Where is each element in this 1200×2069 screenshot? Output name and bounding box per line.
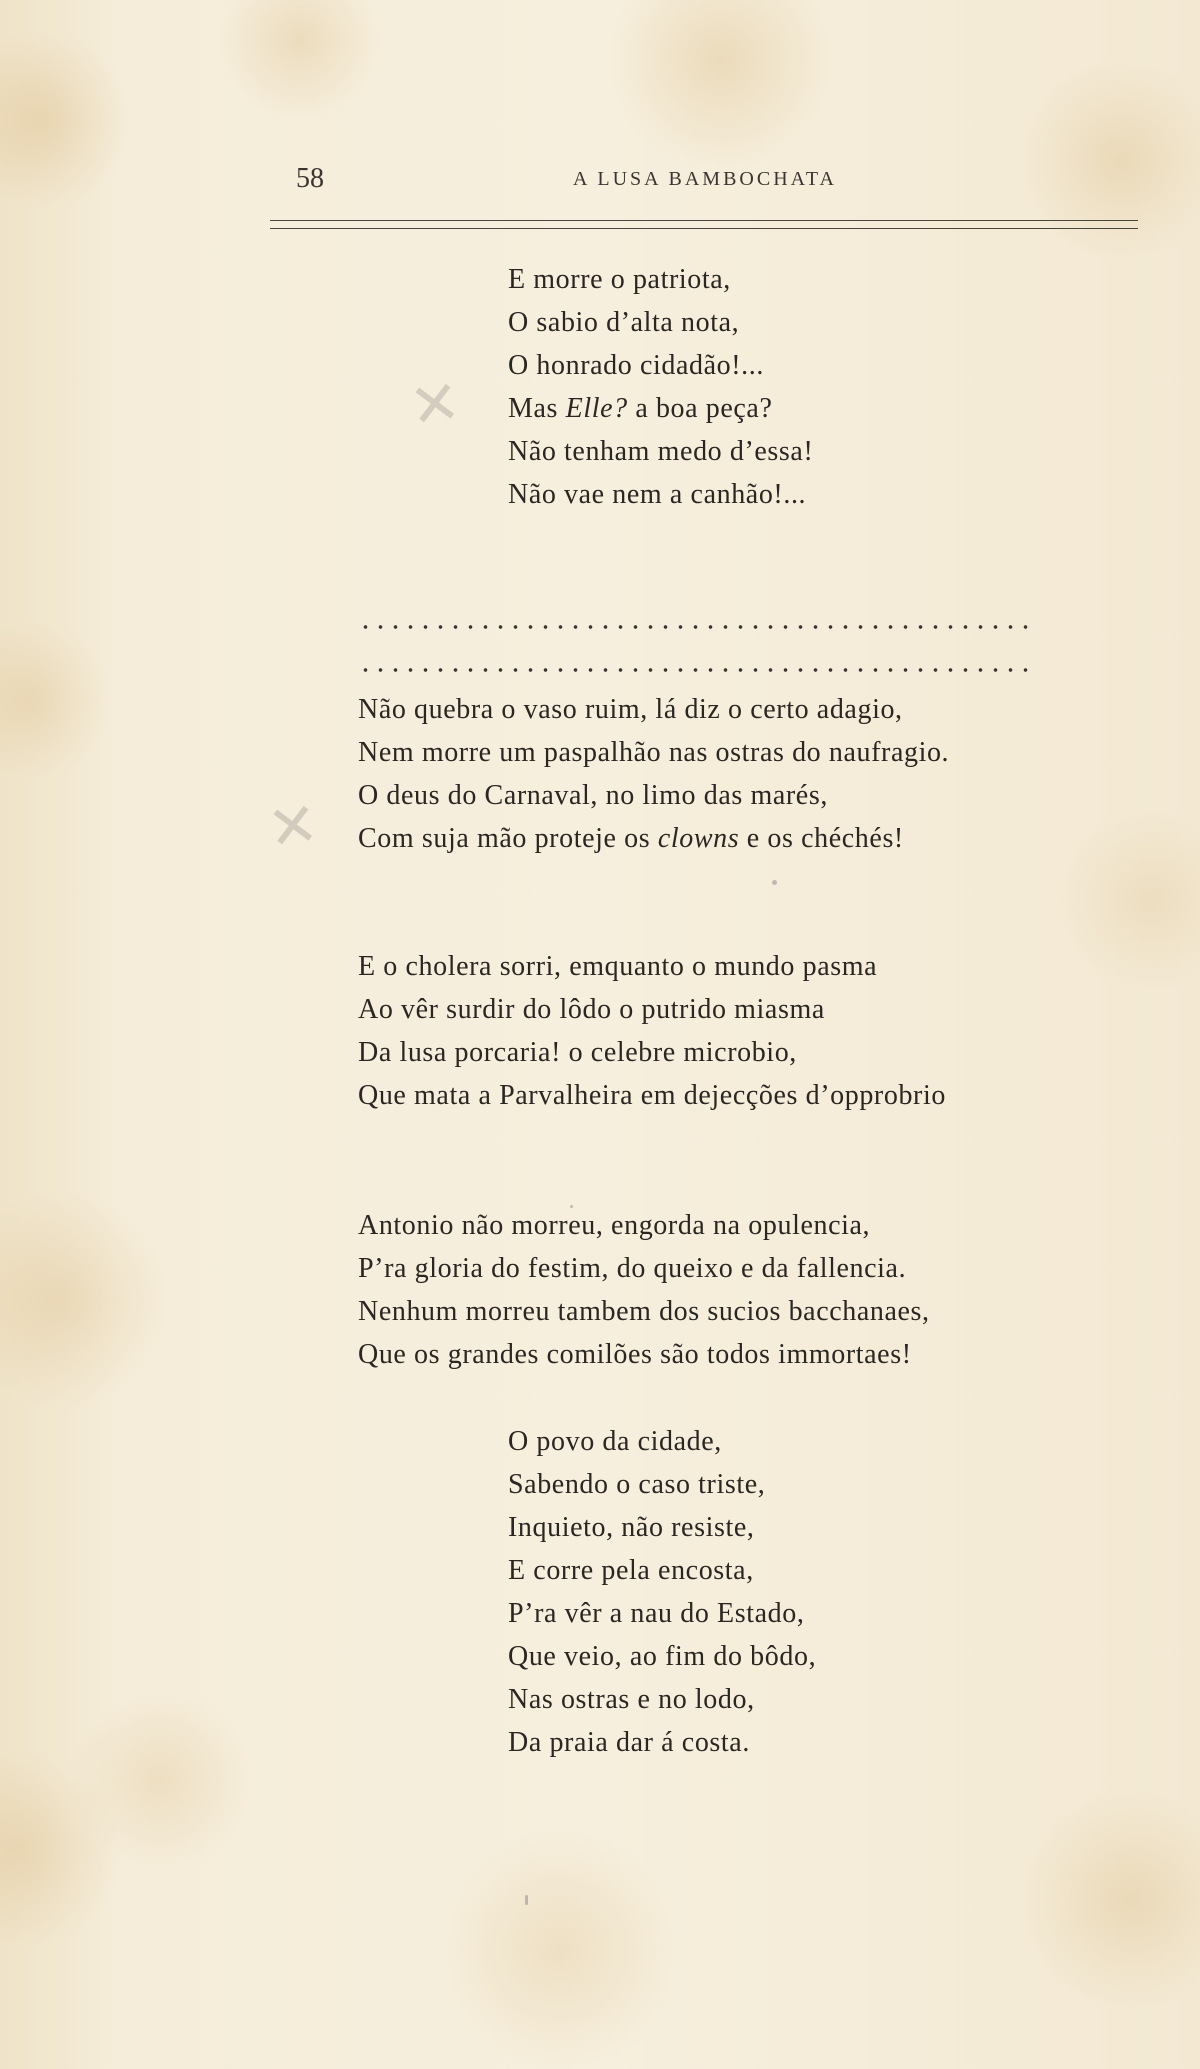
ink-speck [525,1895,528,1905]
verse-line-with-italic [508,387,813,430]
stanza-3 [358,945,946,1117]
running-head [270,160,1140,200]
ink-speck [772,880,777,885]
stanza-2 [358,688,949,860]
pencil-x-mark-icon: ✕ [405,366,465,444]
verse-text: Com suja mão proteje os [358,823,658,854]
verse-line-with-italic [358,817,949,860]
verse-line: Da lusa porcaria! o celebre microbio, [358,1037,797,1068]
verse-line: E corre pela encosta, [508,1555,754,1586]
stanza-4 [358,1204,930,1376]
verse-line: Que mata a Parvalheira em dejecções d’opprobrio [358,1080,946,1111]
italic-word: clowns [657,823,740,854]
verse-text: Mas [508,393,566,424]
verse-line: P’ra vêr a nau do Estado, [508,1598,805,1629]
verse-line: Nem morre um paspalhão nas ostras do naufragio. [358,737,950,768]
pencil-x-mark-icon: ✕ [263,788,323,866]
verse-line: O sabio d’alta nota, [508,307,740,338]
verse-text: a boa peça? [627,393,773,424]
verse-line: Que veio, ao fim do bôdo, [508,1641,817,1672]
verse-line: Não quebra o vaso ruim, lá diz o certo adagio, [358,694,903,725]
verse-line: Não tenham medo d’essa! [508,436,814,467]
verse-line: E o cholera sorri, emquanto o mundo pasma [358,951,878,982]
page-number: 58 [296,163,324,194]
stanza-5 [508,1420,816,1764]
ellipsis-row [358,665,1028,675]
verse-line: Sabendo o caso triste, [508,1469,766,1500]
verse-line: Que os grandes comilões são todos immortaes! [358,1339,912,1370]
verse-line: Nas ostras e no lodo, [508,1684,755,1715]
verse-line: O deus do Carnaval, no limo das marés, [358,780,828,811]
verse-line: Não vae nem a canhão!... [508,479,807,510]
verse-line: Antonio não morreu, engorda na opulencia, [358,1210,871,1241]
verse-line: O povo da cidade, [508,1426,722,1457]
ink-speck [570,1205,573,1208]
stanza-1 [508,258,813,516]
header-double-rule [270,220,1138,229]
verse-text: e os chéchés! [739,823,904,854]
verse-line: P’ra gloria do festim, do queixo e da fallencia. [358,1253,907,1284]
ellipsis-row [358,622,1028,632]
running-title: A LUSA BAMBOCHATA [573,168,837,190]
italic-word: Elle? [565,393,628,424]
verse-line: Da praia dar á costa. [508,1727,750,1758]
verse-line: Ao vêr surdir do lôdo o putrido miasma [358,994,825,1025]
verse-line: O honrado cidadão!... [508,350,764,381]
verse-line: E morre o patriota, [508,264,731,295]
verse-line: Inquieto, não resiste, [508,1512,755,1543]
verse-line: Nenhum morreu tambem dos sucios bacchanaes, [358,1296,930,1327]
